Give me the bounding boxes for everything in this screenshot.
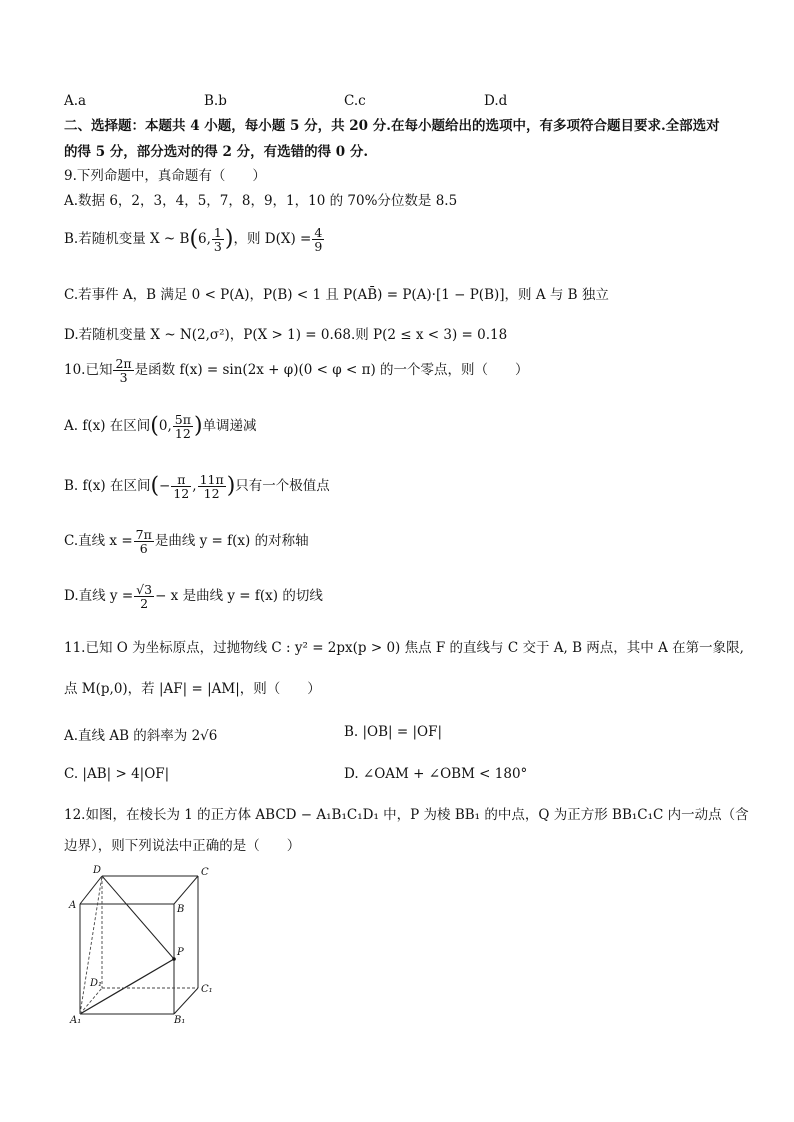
q9-b-frac: $\frac{1}{3}$ [213,225,222,255]
point-p [172,957,176,961]
q11-option-d: D. ∠OAM + ∠OBM < 180° [344,766,528,782]
q10-frac: $\frac{2\pi}{3}$ [115,356,132,386]
q10-d-frac: $\frac{√3}{2}$ [136,582,153,612]
q10-a-frac: $\frac{5\pi}{12}$ [174,412,191,442]
q9-b-mid: ，则 D(X) = [233,231,312,248]
q10-option-a: A. f(x) 在区间(0, $\frac{5\pi}{12}$ )单调递减 [64,412,257,442]
q9-option-c: C.若事件 A，B 满足 0 < P(A)，P(B) < 1 且 P(AB̄) = P(A)·[1 − P(B)]，则 A 与 B 独立 [64,287,609,303]
q9-b-pre: B.若随机变量 X ~ B [64,231,190,248]
q11-option-c: C. |AB| > 4|OF| [64,766,170,782]
q10-b-frac1: $\frac{\pi}{12}$ [173,472,190,502]
q11-option-a: A.直线 AB 的斜率为 2√6 [64,728,218,744]
q9-stem: 9.下列命题中，真命题有（ ） [64,168,266,184]
q11-stem-line2: 点 M(p,0)，若 |AF| = |AM|，则（ ） [64,681,321,697]
label-d: D [93,865,102,876]
q10-pre: 10.已知 [64,362,113,379]
label-b: B [177,904,185,915]
q11-stem-line1: 11.已知 O 为坐标原点，过抛物线 C : y² = 2px(p > 0) 焦点 F 的直线与 C 交于 A, B 两点，其中 A 在第一象限, [64,640,744,656]
q10-c-frac: $\frac{7\pi}{6}$ [135,527,152,557]
q9-option-b: B.若随机变量 X ~ B(6, $\frac{1}{3}$ )，则 D(X) = $\frac{4}{9}$ [64,225,323,255]
hidden-segment-a1d [80,876,102,1014]
q10-option-b: B. f(x) 在区间(− $\frac{\pi}{12}$ , $\frac{11\pi}{12}$ )只有一个极值点 [64,472,330,502]
q11-option-b: B. |OB| = |OF| [344,724,443,740]
label-a: A [69,900,77,911]
q12-stem-line1: 12.如图，在棱长为 1 的正方体 ABCD − A₁B₁C₁D₁ 中，P 为棱 BB₁ 的中点，Q 为正方形 BB₁C₁C 内一动点（含 [64,807,749,823]
q10-post: 是函数 f(x) = sin(2x + φ)(0 < φ < π) 的一个零点，则（ ） [134,362,529,379]
edge-bc [174,876,198,904]
q10-option-c: C.直线 x = $\frac{7\pi}{6}$ 是曲线 y = f(x) 的对称轴 [64,527,309,557]
q9-b-args: 6, [198,231,211,248]
q8-choice-c: C.c [344,93,366,109]
label-d1: D₁ [90,978,103,989]
q12-stem-line2: 边界），则下列说法中正确的是（ ） [64,838,301,854]
segment-dp [102,876,174,959]
q9-b-answer-frac: $\frac{4}{9}$ [314,225,323,255]
q8-choice-b: B.b [204,93,227,109]
cube-figure [64,862,224,1024]
q9-option-a: A.数据 6，2，3，4，5，7，8，9，1，10 的 70%分位数是 8.5 [64,193,458,209]
section-header-line2: 的得 5 分，部分选对的得 2 分，有选错的得 0 分. [64,144,369,160]
q8-choice-a: A.a [64,93,87,109]
q9-option-d: D.若随机变量 X ~ N(2,σ²)，P(X > 1) = 0.68.则 P(2 ≤ x < 3) = 0.18 [64,327,508,343]
label-c: C [201,867,209,878]
edge-ad [80,876,102,904]
q10-option-d: D.直线 y = $\frac{√3}{2}$ − x 是曲线 y = f(x) 的切线 [64,582,323,612]
label-a1: A₁ [70,1015,82,1024]
q8-choice-d: D.d [484,93,508,109]
label-b1: B₁ [174,1015,186,1024]
edge-b1c1 [174,988,198,1014]
q10-stem [64,357,529,384]
label-p: P [177,947,184,958]
q10-b-frac2: $\frac{11\pi}{12}$ [199,472,224,502]
section-header-line1: 二、选择题：本题共 4 小题，每小题 5 分，共 20 分.在每小题给出的选项中，有多项符合题目要求.全部选对 [64,118,720,134]
label-c1: C₁ [201,984,213,995]
